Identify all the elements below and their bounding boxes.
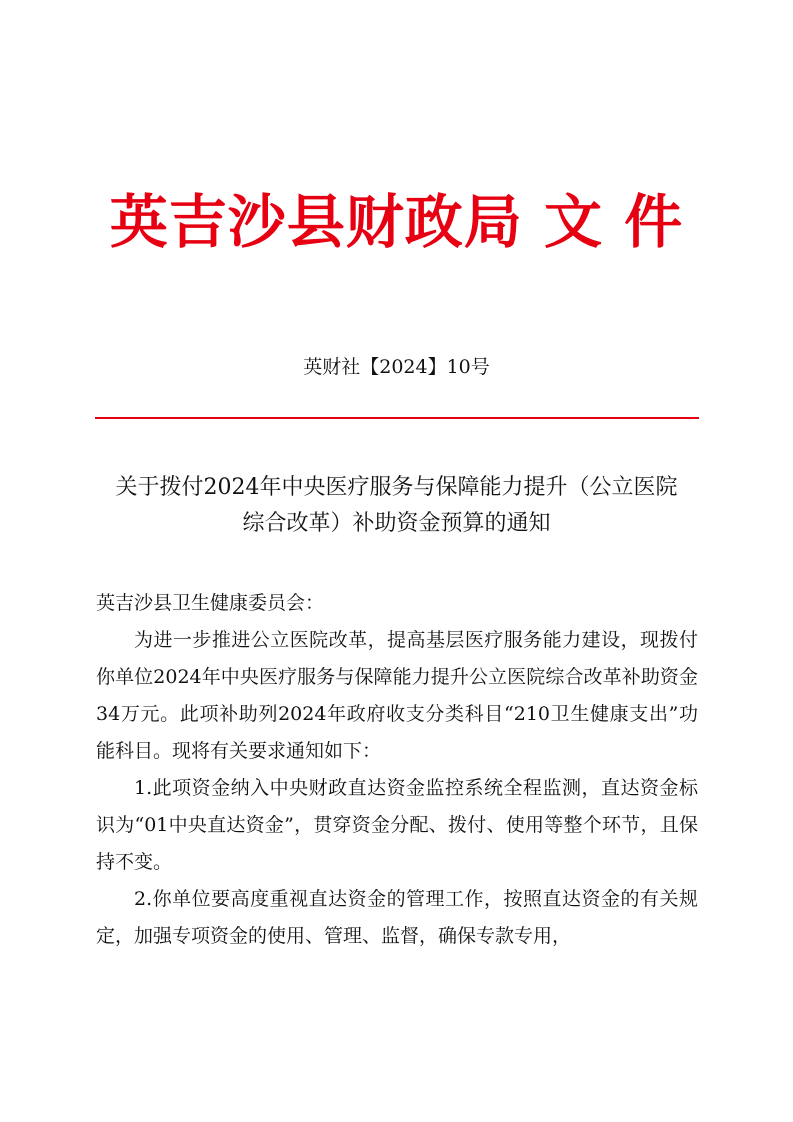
red-divider-line xyxy=(95,417,699,419)
document-body xyxy=(96,585,698,955)
document-title-line-1: 关于拨付2024年中央医疗服务与保障能力提升（公立医院 xyxy=(115,475,678,500)
document-title-line-2: 综合改革）补助资金预算的通知 xyxy=(242,511,551,536)
salutation: 英吉沙县卫生健康委员会： xyxy=(96,592,325,614)
body-paragraph-2: 1.此项资金纳入中央财政直达资金监控系统全程监测，直达资金标识为“01中央直达资金”，贯穿资金分配、拨付、使用等整个环节，且保持不变。 xyxy=(96,777,698,873)
body-paragraph-3: 2.你单位要高度重视直达资金的管理工作，按照直达资金的有关规定，加强专项资金的使用、管理、监督，确保专款专用， xyxy=(96,888,698,947)
document-number: 英财社【2024】10号 xyxy=(303,356,490,378)
body-paragraph-1: 为进一步推进公立医院改革，提高基层医疗服务能力建设，现拨付你单位2024年中央医疗服务与保障能力提升公立医院综合改革补助资金34万元。此项补助列2024年政府收支分类科目“210卫生健康支出”功能科目。现将有关要求通知如下： xyxy=(96,629,698,762)
document-title xyxy=(88,470,705,542)
document-header-title: 英吉沙县财政局 文 件 xyxy=(109,188,684,256)
